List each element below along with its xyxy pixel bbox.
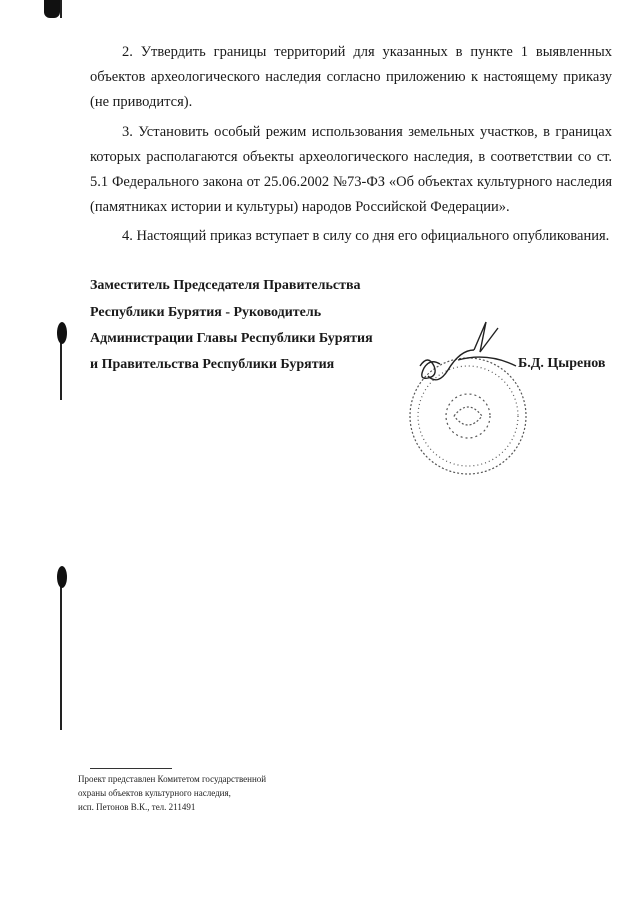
paragraph-text: 3. Установить особый режим использования земельных участков, в границах которых располагаются объекты археологического наследия, в соответствии со ст. 5.1 Федерального закона от 25.06.2002 №73-ФЗ «Об объектах культурного наследия (памятниках истории и культуры) народов Российской Федерации». <box>90 124 612 215</box>
paragraph-2 <box>90 40 612 115</box>
punch-hole <box>57 322 67 344</box>
scan-edge-line <box>60 340 62 400</box>
footnote-line: исп. Петонов В.К., тел. 211491 <box>78 802 196 812</box>
signatory-name: Б.Д. Цыренов <box>518 356 606 371</box>
scan-blot <box>44 0 60 18</box>
signatory-position-line: и Правительства Республики Бурятия <box>90 357 335 372</box>
handwritten-signature <box>420 322 516 380</box>
paragraph-4 <box>90 224 612 249</box>
punch-hole <box>57 566 67 588</box>
footnote-line: охраны объектов культурного наследия, <box>78 788 231 798</box>
paragraph-text: 4. Настоящий приказ вступает в силу со дня его официального опубликования. <box>122 228 610 244</box>
signatory-position-line: Республики Бурятия - Руководитель <box>90 305 322 320</box>
official-seal <box>398 316 538 486</box>
paragraph-3 <box>90 120 612 220</box>
footnote-rule <box>90 768 172 769</box>
scan-edge-line <box>60 0 62 18</box>
footnote-line: Проект представлен Комитетом государственной <box>78 774 267 784</box>
scan-edge-line <box>60 580 62 730</box>
signatory-position-line: Администрации Главы Республики Бурятия <box>90 331 373 346</box>
signatory-position-line: Заместитель Председателя Правительства <box>90 278 361 293</box>
paragraph-text: 2. Утвердить границы территорий для указанных в пункте 1 выявленных объектов археологического наследия согласно приложению к настоящему приказу (не приводится). <box>90 44 612 110</box>
